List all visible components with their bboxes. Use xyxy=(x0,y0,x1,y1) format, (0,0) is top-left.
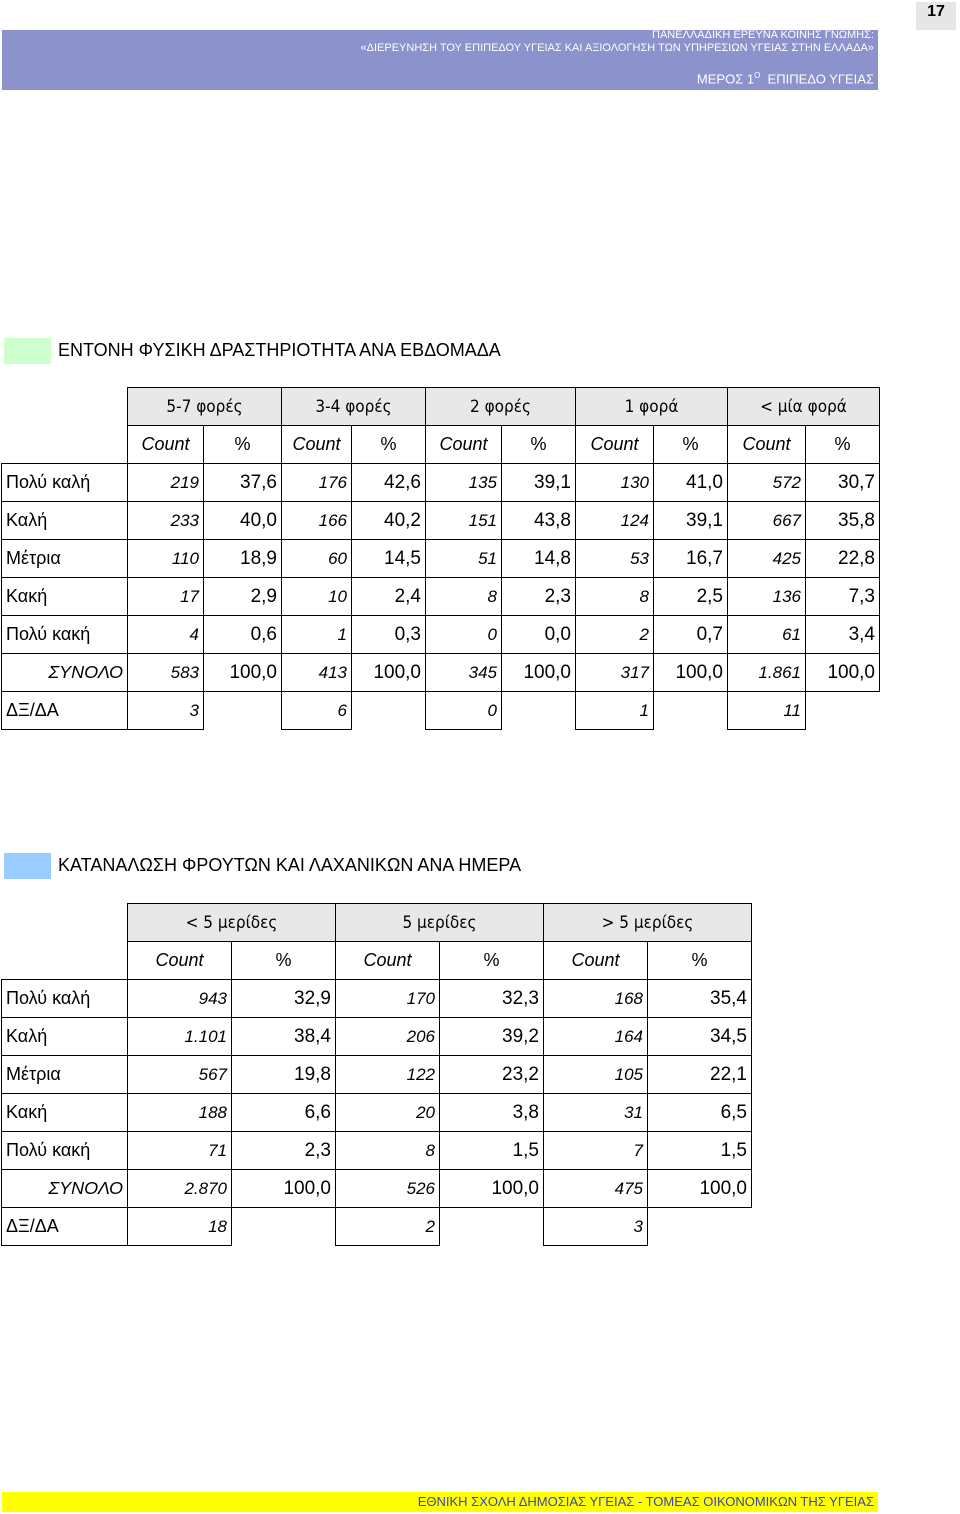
percent-cell: 0,7 xyxy=(654,616,728,654)
header-title: ΠΑΝΕΛΛΑΔΙΚΗ ΕΡΕΥΝΑ ΚΟΙΝΗΣ ΓΝΩΜΗΣ: xyxy=(652,29,874,41)
percent-cell: 14,5 xyxy=(352,540,426,578)
percent-cell: 18,9 xyxy=(204,540,282,578)
count-cell: 413 xyxy=(282,654,352,692)
percent-cell: 14,8 xyxy=(502,540,576,578)
row-label: Καλή xyxy=(2,502,128,540)
count-cell: 164 xyxy=(544,1018,648,1056)
header-section-topic: ΕΠΙΠΕΔΟ ΥΓΕΙΑΣ xyxy=(767,71,874,87)
row-label: Πολύ καλή xyxy=(2,980,128,1018)
count-cell: 176 xyxy=(282,464,352,502)
count-cell: 170 xyxy=(336,980,440,1018)
count-header: Count xyxy=(544,942,648,980)
percent-cell: 22,8 xyxy=(806,540,880,578)
percent-cell: 30,7 xyxy=(806,464,880,502)
count-cell: 110 xyxy=(128,540,204,578)
percent-header: % xyxy=(204,426,282,464)
header-section-superscript: Ο xyxy=(754,71,761,80)
count-cell: 0 xyxy=(426,692,502,730)
percent-header: % xyxy=(654,426,728,464)
percent-header: % xyxy=(648,942,752,980)
count-cell: 345 xyxy=(426,654,502,692)
percent-cell: 100,0 xyxy=(654,654,728,692)
page-header xyxy=(2,30,878,90)
count-cell: 317 xyxy=(576,654,654,692)
group-header: 5-7 φορές xyxy=(128,388,282,426)
table-row xyxy=(2,1056,752,1094)
percent-cell: 100,0 xyxy=(648,1170,752,1208)
count-cell: 20 xyxy=(336,1094,440,1132)
count-cell: 219 xyxy=(128,464,204,502)
percent-cell: 100,0 xyxy=(806,654,880,692)
percent-cell: 2,5 xyxy=(654,578,728,616)
count-header: Count xyxy=(128,426,204,464)
count-cell: 2 xyxy=(336,1208,440,1246)
table-row xyxy=(2,1094,752,1132)
count-cell: 425 xyxy=(728,540,806,578)
count-cell: 8 xyxy=(426,578,502,616)
percent-cell: 16,7 xyxy=(654,540,728,578)
percent-cell: 32,9 xyxy=(232,980,336,1018)
percent-cell: 34,5 xyxy=(648,1018,752,1056)
table1-subheader-row xyxy=(2,426,880,464)
table-row xyxy=(2,464,880,502)
row-label: Μέτρια xyxy=(2,1056,128,1094)
section-marker-green xyxy=(4,338,51,364)
percent-cell: 2,9 xyxy=(204,578,282,616)
percent-cell: 100,0 xyxy=(440,1170,544,1208)
group-header: < μία φορά xyxy=(728,388,880,426)
row-label: Κακή xyxy=(2,578,128,616)
table-row xyxy=(2,1132,752,1170)
count-cell: 71 xyxy=(128,1132,232,1170)
count-cell: 2.870 xyxy=(128,1170,232,1208)
count-cell: 8 xyxy=(576,578,654,616)
count-cell: 166 xyxy=(282,502,352,540)
footer-text: ΕΘΝΙΚΗ ΣΧΟΛΗ ΔΗΜΟΣΙΑΣ ΥΓΕΙΑΣ - ΤΟΜΕΑΣ ΟΙΚΟΝΟΜΙΚΩΝ ΤΗΣ ΥΓΕΙΑΣ xyxy=(417,1494,874,1509)
row-label: ΣΥΝΟΛΟ xyxy=(2,654,128,692)
table1-title: ΕΝΤΟΝΗ ΦΥΣΙΚΗ ΔΡΑΣΤΗΡΙΟΤΗΤΑ ΑΝΑ ΕΒΔΟΜΑΔΑ xyxy=(58,340,501,360)
percent-cell: 39,1 xyxy=(654,502,728,540)
percent-cell: 6,6 xyxy=(232,1094,336,1132)
total-row xyxy=(2,654,880,692)
group-header: 2 φορές xyxy=(426,388,576,426)
percent-cell: 3,4 xyxy=(806,616,880,654)
count-cell: 17 xyxy=(128,578,204,616)
count-cell: 18 xyxy=(128,1208,232,1246)
count-cell: 188 xyxy=(128,1094,232,1132)
percent-cell: 2,3 xyxy=(502,578,576,616)
count-cell: 3 xyxy=(128,692,204,730)
section-marker-blue xyxy=(4,853,51,879)
count-cell: 105 xyxy=(544,1056,648,1094)
percent-cell: 6,5 xyxy=(648,1094,752,1132)
count-cell: 1 xyxy=(576,692,654,730)
page-number: 17 xyxy=(916,2,956,30)
percent-header: % xyxy=(352,426,426,464)
percent-cell: 0,0 xyxy=(502,616,576,654)
table2-subheader-row xyxy=(2,942,752,980)
percent-cell: 39,2 xyxy=(440,1018,544,1056)
count-cell: 136 xyxy=(728,578,806,616)
count-cell: 1 xyxy=(282,616,352,654)
percent-cell: 32,3 xyxy=(440,980,544,1018)
row-label: Πολύ κακή xyxy=(2,1132,128,1170)
row-label: ΔΞ/ΔΑ xyxy=(2,692,128,730)
count-cell: 2 xyxy=(576,616,654,654)
count-cell: 1.861 xyxy=(728,654,806,692)
count-cell: 130 xyxy=(576,464,654,502)
table-row xyxy=(2,980,752,1018)
count-cell: 943 xyxy=(128,980,232,1018)
page-footer xyxy=(2,1492,878,1512)
total-row xyxy=(2,1170,752,1208)
percent-cell: 39,1 xyxy=(502,464,576,502)
count-header: Count xyxy=(128,942,232,980)
count-cell: 7 xyxy=(544,1132,648,1170)
count-cell: 6 xyxy=(282,692,352,730)
count-cell: 1.101 xyxy=(128,1018,232,1056)
group-header: 1 φορά xyxy=(576,388,728,426)
header-section xyxy=(697,71,874,86)
count-cell: 475 xyxy=(544,1170,648,1208)
count-cell: 8 xyxy=(336,1132,440,1170)
count-cell: 526 xyxy=(336,1170,440,1208)
percent-cell: 19,8 xyxy=(232,1056,336,1094)
percent-header: % xyxy=(232,942,336,980)
count-cell: 4 xyxy=(128,616,204,654)
count-cell: 572 xyxy=(728,464,806,502)
count-cell: 51 xyxy=(426,540,502,578)
dk-row xyxy=(2,692,880,730)
count-header: Count xyxy=(728,426,806,464)
percent-cell: 23,2 xyxy=(440,1056,544,1094)
table-row xyxy=(2,540,880,578)
count-cell: 11 xyxy=(728,692,806,730)
count-cell: 31 xyxy=(544,1094,648,1132)
group-header: 5 μερίδες xyxy=(336,904,544,942)
row-label: Πολύ κακή xyxy=(2,616,128,654)
group-header: 3-4 φορές xyxy=(282,388,426,426)
percent-header: % xyxy=(502,426,576,464)
row-label: Καλή xyxy=(2,1018,128,1056)
count-cell: 124 xyxy=(576,502,654,540)
percent-cell: 3,8 xyxy=(440,1094,544,1132)
row-label: ΔΞ/ΔΑ xyxy=(2,1208,128,1246)
count-header: Count xyxy=(576,426,654,464)
count-cell: 135 xyxy=(426,464,502,502)
dk-row xyxy=(2,1208,752,1246)
fruit-vegetable-table xyxy=(1,903,752,1246)
percent-cell: 42,6 xyxy=(352,464,426,502)
count-cell: 206 xyxy=(336,1018,440,1056)
table-row xyxy=(2,1018,752,1056)
count-cell: 233 xyxy=(128,502,204,540)
percent-cell: 40,2 xyxy=(352,502,426,540)
header-subtitle: «ΔΙΕΡΕΥΝΗΣΗ ΤΟΥ ΕΠΙΠΕΔΟΥ ΥΓΕΙΑΣ ΚΑΙ ΑΞΙΟΛΟΓΗΣΗ ΤΩΝ ΥΠΗΡΕΣΙΩΝ ΥΓΕΙΑΣ ΣΤΗΝ ΕΛΛΑΔΑ» xyxy=(360,42,874,54)
percent-cell: 40,0 xyxy=(204,502,282,540)
percent-cell: 100,0 xyxy=(352,654,426,692)
count-header: Count xyxy=(282,426,352,464)
row-label: Μέτρια xyxy=(2,540,128,578)
percent-cell: 35,8 xyxy=(806,502,880,540)
percent-cell: 0,3 xyxy=(352,616,426,654)
group-header: < 5 μερίδες xyxy=(128,904,336,942)
percent-cell: 1,5 xyxy=(648,1132,752,1170)
table-row xyxy=(2,502,880,540)
percent-cell: 41,0 xyxy=(654,464,728,502)
row-label: Πολύ καλή xyxy=(2,464,128,502)
count-cell: 122 xyxy=(336,1056,440,1094)
table-row xyxy=(2,616,880,654)
count-cell: 168 xyxy=(544,980,648,1018)
count-cell: 0 xyxy=(426,616,502,654)
percent-cell: 2,4 xyxy=(352,578,426,616)
row-label: Κακή xyxy=(2,1094,128,1132)
percent-cell: 38,4 xyxy=(232,1018,336,1056)
percent-header: % xyxy=(440,942,544,980)
table-row xyxy=(2,578,880,616)
percent-cell: 43,8 xyxy=(502,502,576,540)
percent-cell: 22,1 xyxy=(648,1056,752,1094)
table2-title: ΚΑΤΑΝΑΛΩΣΗ ΦΡΟΥΤΩΝ ΚΑΙ ΛΑΧΑΝΙΚΩΝ ΑΝΑ ΗΜΕΡΑ xyxy=(58,855,522,875)
count-cell: 667 xyxy=(728,502,806,540)
percent-cell: 37,6 xyxy=(204,464,282,502)
count-header: Count xyxy=(426,426,502,464)
table2-group-header-row xyxy=(2,904,752,942)
count-cell: 3 xyxy=(544,1208,648,1246)
count-cell: 10 xyxy=(282,578,352,616)
percent-cell: 100,0 xyxy=(232,1170,336,1208)
percent-cell: 100,0 xyxy=(204,654,282,692)
count-cell: 583 xyxy=(128,654,204,692)
percent-header: % xyxy=(806,426,880,464)
table1-group-header-row xyxy=(2,388,880,426)
percent-cell: 1,5 xyxy=(440,1132,544,1170)
count-cell: 151 xyxy=(426,502,502,540)
physical-activity-table xyxy=(1,387,880,730)
percent-cell: 2,3 xyxy=(232,1132,336,1170)
count-header: Count xyxy=(336,942,440,980)
count-cell: 567 xyxy=(128,1056,232,1094)
count-cell: 60 xyxy=(282,540,352,578)
row-label: ΣΥΝΟΛΟ xyxy=(2,1170,128,1208)
group-header: > 5 μερίδες xyxy=(544,904,752,942)
count-cell: 61 xyxy=(728,616,806,654)
percent-cell: 0,6 xyxy=(204,616,282,654)
count-cell: 53 xyxy=(576,540,654,578)
percent-cell: 100,0 xyxy=(502,654,576,692)
percent-cell: 35,4 xyxy=(648,980,752,1018)
header-section-part: ΜΕΡΟΣ 1 xyxy=(696,71,755,87)
percent-cell: 7,3 xyxy=(806,578,880,616)
